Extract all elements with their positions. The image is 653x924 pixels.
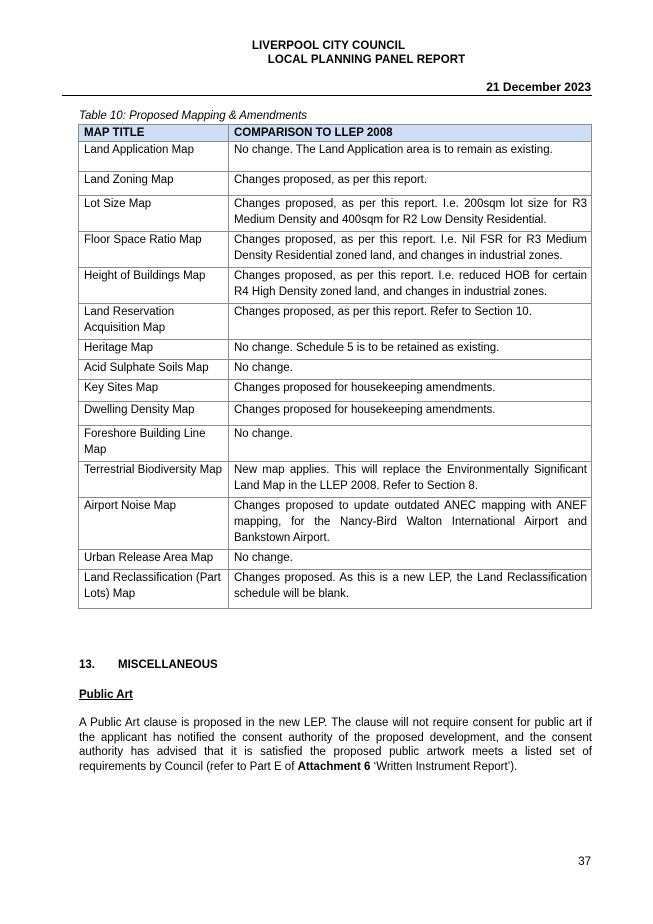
attachment-reference: Attachment 6 [297, 760, 371, 773]
map-title-cell: Terrestrial Biodiversity Map [79, 462, 229, 498]
table-row [79, 142, 592, 172]
table-row [79, 570, 592, 609]
map-title-cell: Acid Sulphate Soils Map [79, 360, 229, 380]
comparison-cell: Changes proposed, as per this report. Refer to Section 10. [229, 304, 592, 340]
map-title-cell: Lot Size Map [79, 196, 229, 232]
mapping-table [78, 124, 592, 609]
report-date: 21 December 2023 [486, 80, 591, 94]
map-title-cell: Urban Release Area Map [79, 550, 229, 570]
comparison-cell: Changes proposed for housekeeping amendments. [229, 380, 592, 402]
comparison-cell: New map applies. This will replace the Environmentally Significant Land Map in the LLEP 2008. Refer to Section 8. [229, 462, 592, 498]
map-title-cell: Airport Noise Map [79, 498, 229, 550]
table-row [79, 380, 592, 402]
map-title-cell: Land Reclassification (Part Lots) Map [79, 570, 229, 609]
table-row [79, 426, 592, 462]
table-header-row [79, 125, 592, 142]
subheading-public-art: Public Art [79, 689, 133, 701]
map-title-cell: Heritage Map [79, 340, 229, 360]
section-title: MISCELLANEOUS [118, 659, 218, 671]
comparison-cell: No change. [229, 426, 592, 462]
map-title-cell: Land Application Map [79, 142, 229, 172]
comparison-cell: No change. [229, 360, 592, 380]
table-row [79, 340, 592, 360]
map-title-cell: Key Sites Map [79, 380, 229, 402]
table-row [79, 360, 592, 380]
council-name: LIVERPOOL CITY COUNCIL [251, 40, 406, 52]
table-row [79, 304, 592, 340]
table-row [79, 498, 592, 550]
table-row [79, 196, 592, 232]
table-row [79, 172, 592, 196]
table-row [79, 232, 592, 268]
section-number: 13. [79, 659, 95, 671]
comparison-cell: Changes proposed to update outdated ANEC mapping with ANEF mapping, for the Nancy-Bird Walton International Airport and Bankstown Airport. [229, 498, 592, 550]
comparison-cell: No change. The Land Application area is to remain as existing. [229, 142, 592, 172]
comparison-cell: Changes proposed for housekeeping amendments. [229, 402, 592, 426]
section-heading [79, 659, 218, 671]
comparison-cell: Changes proposed. As this is a new LEP, the Land Reclassification schedule will be blank. [229, 570, 592, 609]
table-row [79, 462, 592, 498]
page-number: 37 [578, 856, 591, 868]
comparison-cell: Changes proposed, as per this report. I.e. reduced HOB for certain R4 High Density zoned land, and changes in industrial zones. [229, 268, 592, 304]
table-row [79, 402, 592, 426]
map-title-cell: Land Reservation Acquisition Map [79, 304, 229, 340]
map-title-cell: Floor Space Ratio Map [79, 232, 229, 268]
map-title-cell: Height of Buildings Map [79, 268, 229, 304]
column-header-comparison: COMPARISON TO LLEP 2008 [229, 125, 592, 142]
header-divider [62, 95, 592, 96]
map-title-cell: Land Zoning Map [79, 172, 229, 196]
column-header-map-title: MAP TITLE [79, 125, 229, 142]
map-title-cell: Dwelling Density Map [79, 402, 229, 426]
table-row [79, 268, 592, 304]
comparison-cell: No change. Schedule 5 is to be retained as existing. [229, 340, 592, 360]
comparison-cell: Changes proposed, as per this report. I.e. Nil FSR for R3 Medium Density Residential zoned land, and changes in industrial zones. [229, 232, 592, 268]
comparison-cell: Changes proposed, as per this report. I.e. 200sqm lot size for R3 Medium Density and 400sqm for R2 Low Density Residential. [229, 196, 592, 232]
table-row [79, 550, 592, 570]
public-art-paragraph: A Public Art clause is proposed in the new LEP. The clause will not require consent for public art if the applicant has notified the consent authority of the proposed development, and the consent authority has advised that it is satisfied the proposed public artwork meets a listed set of requirements by Council (refer to Part E of Attachment 6 ‘Written Instrument Report’). [79, 717, 592, 773]
map-title-cell: Foreshore Building Line Map [79, 426, 229, 462]
comparison-cell: Changes proposed, as per this report. [229, 172, 592, 196]
report-type: LOCAL PLANNING PANEL REPORT [267, 54, 466, 66]
table-caption: Table 10: Proposed Mapping & Amendments [79, 110, 308, 122]
comparison-cell: No change. [229, 550, 592, 570]
